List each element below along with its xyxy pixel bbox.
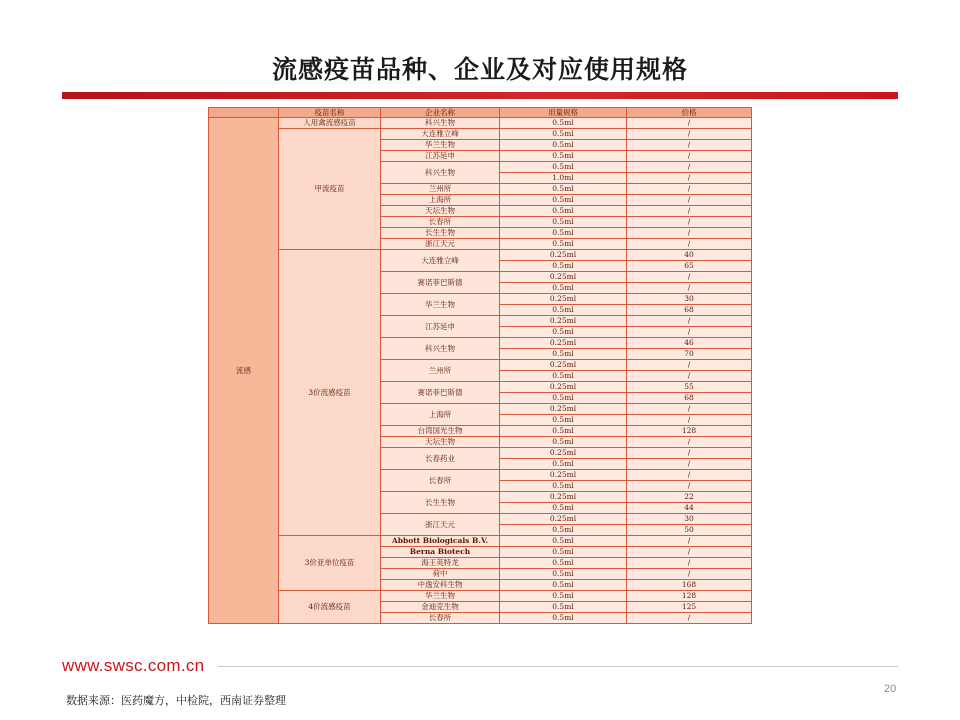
price-cell: / (627, 536, 752, 547)
price-cell: / (627, 547, 752, 558)
price-cell: 65 (627, 261, 752, 272)
page-number: 20 (884, 683, 897, 695)
dosage-spec-cell: 0.5ml (500, 547, 627, 558)
company-name-cell: 金迪克生物 (381, 602, 500, 613)
price-cell: / (627, 272, 752, 283)
price-cell: / (627, 360, 752, 371)
dosage-spec-cell: 0.5ml (500, 228, 627, 239)
vaccine-type-cell: 3价流感疫苗 (279, 250, 381, 536)
company-name-cell: 赛诺菲巴斯德 (381, 382, 500, 404)
dosage-spec-cell: 0.5ml (500, 327, 627, 338)
price-cell: 30 (627, 514, 752, 525)
price-cell: / (627, 415, 752, 426)
price-cell: / (627, 129, 752, 140)
price-cell: / (627, 316, 752, 327)
vaccine-category-cell: 流感 (209, 118, 279, 624)
price-cell: 40 (627, 250, 752, 261)
price-cell: / (627, 459, 752, 470)
dosage-spec-cell: 0.5ml (500, 459, 627, 470)
company-name-cell: 江苏延申 (381, 151, 500, 162)
dosage-spec-cell: 0.5ml (500, 151, 627, 162)
footer-url: www.swsc.com.cn (62, 656, 205, 675)
dosage-spec-cell: 0.5ml (500, 184, 627, 195)
dosage-spec-cell: 0.5ml (500, 129, 627, 140)
price-cell: / (627, 151, 752, 162)
dosage-spec-cell: 0.5ml (500, 415, 627, 426)
dosage-spec-cell: 0.5ml (500, 503, 627, 514)
vaccine-type-cell: 4价流感疫苗 (279, 591, 381, 624)
dosage-spec-cell: 0.25ml (500, 404, 627, 415)
price-cell: 128 (627, 591, 752, 602)
price-cell: / (627, 162, 752, 173)
company-name-cell: 荷中 (381, 569, 500, 580)
company-name-cell: 江苏延申 (381, 316, 500, 338)
dosage-spec-cell: 0.5ml (500, 118, 627, 129)
dosage-spec-cell: 0.5ml (500, 525, 627, 536)
vaccine-type-cell: 人用禽流感疫苗 (279, 118, 381, 129)
company-name-cell: 科兴生物 (381, 118, 500, 129)
dosage-spec-cell: 0.25ml (500, 250, 627, 261)
dosage-spec-cell: 0.5ml (500, 591, 627, 602)
dosage-spec-cell: 0.5ml (500, 162, 627, 173)
company-name-cell: 浙江天元 (381, 239, 500, 250)
page-title: 流感疫苗品种、企业及对应使用规格 (271, 55, 688, 84)
vaccine-type-cell: 甲流疫苗 (279, 129, 381, 250)
price-cell: / (627, 404, 752, 415)
dosage-spec-cell: 0.5ml (500, 536, 627, 547)
dosage-spec-cell: 0.5ml (500, 569, 627, 580)
dosage-spec-cell: 0.5ml (500, 349, 627, 360)
company-name-cell: 华兰生物 (381, 294, 500, 316)
price-cell: / (627, 558, 752, 569)
company-name-cell: 中逸安科生物 (381, 580, 500, 591)
company-name-cell: 天坛生物 (381, 437, 500, 448)
dosage-spec-cell: 0.25ml (500, 492, 627, 503)
company-name-cell: 科兴生物 (381, 338, 500, 360)
dosage-spec-cell: 0.5ml (500, 371, 627, 382)
vaccine-type-cell: 3价亚单位疫苗 (279, 536, 381, 591)
dosage-spec-cell: 0.5ml (500, 195, 627, 206)
vaccine-spec-table (208, 107, 752, 624)
price-cell: 68 (627, 393, 752, 404)
price-cell: / (627, 481, 752, 492)
header-vaccine-name: 疫苗名称 (279, 108, 381, 118)
dosage-spec-cell: 0.5ml (500, 393, 627, 404)
dosage-spec-cell: 0.25ml (500, 294, 627, 305)
dosage-spec-cell: 0.5ml (500, 206, 627, 217)
price-cell: 55 (627, 382, 752, 393)
price-cell: / (627, 448, 752, 459)
price-cell: / (627, 228, 752, 239)
company-name-cell: 海王英特龙 (381, 558, 500, 569)
price-cell: 168 (627, 580, 752, 591)
company-name-cell: 赛诺菲巴斯德 (381, 272, 500, 294)
table-row (209, 118, 752, 129)
price-cell: 68 (627, 305, 752, 316)
price-cell: / (627, 239, 752, 250)
dosage-spec-cell: 0.25ml (500, 448, 627, 459)
price-cell: 22 (627, 492, 752, 503)
price-cell: / (627, 118, 752, 129)
table-body (209, 118, 752, 624)
price-cell: / (627, 173, 752, 184)
table-row (209, 591, 752, 602)
dosage-spec-cell: 0.5ml (500, 602, 627, 613)
price-cell: / (627, 569, 752, 580)
company-name-cell: 长春所 (381, 217, 500, 228)
dosage-spec-cell: 0.5ml (500, 305, 627, 316)
company-name-cell: 上海所 (381, 195, 500, 206)
dosage-spec-cell: 0.25ml (500, 360, 627, 371)
dosage-spec-cell: 0.5ml (500, 613, 627, 624)
header-category-blank (209, 108, 279, 118)
header-dosage-spec: 用量规格 (500, 108, 627, 118)
price-cell: 70 (627, 349, 752, 360)
dosage-spec-cell: 0.25ml (500, 316, 627, 327)
company-name-cell: Abbott Biologicals B.V. (381, 536, 500, 547)
price-cell: / (627, 283, 752, 294)
company-name-cell: 大连雅立峰 (381, 250, 500, 272)
dosage-spec-cell: 0.5ml (500, 426, 627, 437)
dosage-spec-cell: 1.0ml (500, 173, 627, 184)
company-name-cell: 科兴生物 (381, 162, 500, 184)
company-name-cell: 长春所 (381, 470, 500, 492)
company-name-cell: 大连雅立峰 (381, 129, 500, 140)
company-name-cell: 兰州所 (381, 360, 500, 382)
company-name-cell: 天坛生物 (381, 206, 500, 217)
dosage-spec-cell: 0.5ml (500, 558, 627, 569)
dosage-spec-cell: 0.5ml (500, 437, 627, 448)
price-cell: / (627, 217, 752, 228)
price-cell: / (627, 371, 752, 382)
company-name-cell: 长春所 (381, 613, 500, 624)
price-cell: / (627, 140, 752, 151)
company-name-cell: 台湾国光生物 (381, 426, 500, 437)
price-cell: 46 (627, 338, 752, 349)
dosage-spec-cell: 0.25ml (500, 272, 627, 283)
data-source-note: 数据来源：医药魔方，中检院，西南证券整理 (66, 694, 286, 707)
company-name-cell: 上海所 (381, 404, 500, 426)
table-row (209, 250, 752, 261)
header-company-name: 企业名称 (381, 108, 500, 118)
price-cell: 128 (627, 426, 752, 437)
title-underline-bar (62, 92, 898, 99)
price-cell: / (627, 184, 752, 195)
company-name-cell: 兰州所 (381, 184, 500, 195)
dosage-spec-cell: 0.5ml (500, 217, 627, 228)
table-row (209, 536, 752, 547)
company-name-cell: 长春药业 (381, 448, 500, 470)
table-header-row (209, 108, 752, 118)
company-name-cell: Berna Biotech (381, 547, 500, 558)
price-cell: / (627, 206, 752, 217)
table-row (209, 129, 752, 140)
dosage-spec-cell: 0.5ml (500, 239, 627, 250)
header-price: 价格 (627, 108, 752, 118)
price-cell: 30 (627, 294, 752, 305)
price-cell: 50 (627, 525, 752, 536)
price-cell: / (627, 470, 752, 481)
price-cell: 125 (627, 602, 752, 613)
dosage-spec-cell: 0.5ml (500, 580, 627, 591)
company-name-cell: 华兰生物 (381, 140, 500, 151)
price-cell: / (627, 613, 752, 624)
price-cell: / (627, 437, 752, 448)
dosage-spec-cell: 0.25ml (500, 514, 627, 525)
dosage-spec-cell: 0.5ml (500, 140, 627, 151)
company-name-cell: 华兰生物 (381, 591, 500, 602)
price-cell: / (627, 195, 752, 206)
dosage-spec-cell: 0.25ml (500, 470, 627, 481)
price-cell: 44 (627, 503, 752, 514)
dosage-spec-cell: 0.25ml (500, 338, 627, 349)
company-name-cell: 长生生物 (381, 228, 500, 239)
dosage-spec-cell: 0.5ml (500, 481, 627, 492)
dosage-spec-cell: 0.25ml (500, 382, 627, 393)
price-cell: / (627, 327, 752, 338)
footer-divider (218, 666, 898, 667)
dosage-spec-cell: 0.5ml (500, 261, 627, 272)
dosage-spec-cell: 0.5ml (500, 283, 627, 294)
company-name-cell: 浙江天元 (381, 514, 500, 536)
company-name-cell: 长生生物 (381, 492, 500, 514)
